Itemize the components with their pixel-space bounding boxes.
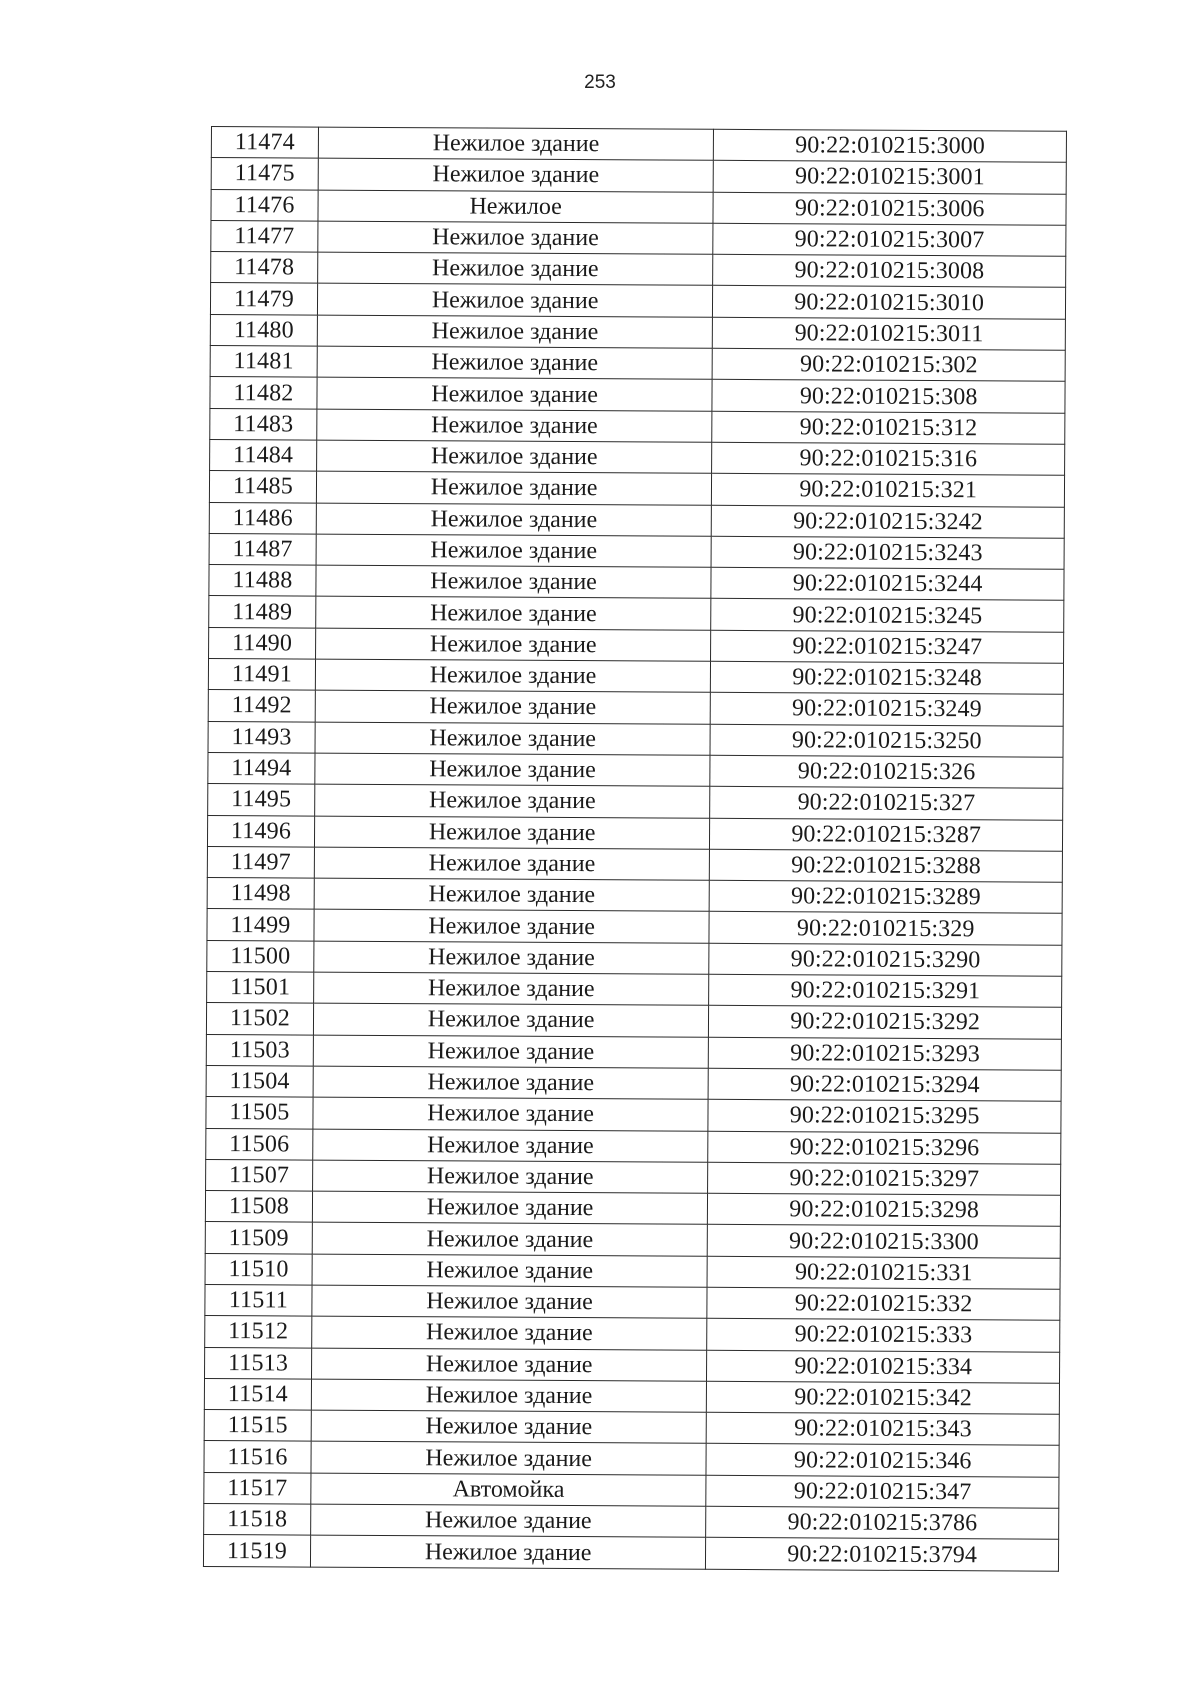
cadastral-number-cell: 90:22:010215:3248 (711, 661, 1064, 694)
table-row (207, 940, 1062, 976)
table-row (209, 471, 1064, 507)
object-name-cell: Нежилое здание (318, 127, 714, 161)
cadastral-number-cell: 90:22:010215:3794 (706, 1538, 1059, 1571)
table-row (205, 1253, 1060, 1289)
row-number-cell: 11490 (209, 627, 316, 659)
object-name-cell: Нежилое здание (317, 315, 713, 349)
row-number-cell: 11518 (204, 1504, 311, 1536)
table-row (211, 189, 1066, 225)
table-row (205, 1284, 1060, 1320)
table-body (203, 127, 1066, 1571)
cadastral-number-cell: 90:22:010215:3294 (708, 1068, 1061, 1101)
table-row (206, 1003, 1061, 1039)
table-row (207, 815, 1062, 851)
table-row (210, 314, 1065, 350)
object-name-cell: Нежилое здание (313, 1003, 709, 1037)
row-number-cell: 11505 (206, 1097, 313, 1129)
cadastral-number-cell: 90:22:010215:329 (709, 912, 1062, 945)
table-row (210, 377, 1065, 413)
cadastral-number-cell: 90:22:010215:3000 (714, 129, 1067, 162)
object-name-cell: Нежилое здание (311, 1348, 707, 1382)
object-name-cell: Нежилое здание (313, 972, 709, 1006)
object-name-cell: Нежилое здание (314, 878, 710, 912)
object-name-cell: Нежилое здание (316, 440, 712, 474)
table-row (210, 346, 1065, 382)
table-row (208, 690, 1063, 726)
object-name-cell: Нежилое здание (312, 1254, 708, 1288)
table-row (208, 784, 1063, 820)
cadastral-number-cell: 90:22:010215:3249 (711, 693, 1064, 726)
row-number-cell: 11515 (204, 1410, 311, 1442)
row-number-cell: 11483 (210, 408, 317, 440)
table-row (206, 1128, 1061, 1164)
cadastral-number-cell: 90:22:010215:3001 (713, 161, 1066, 194)
table-row (203, 1535, 1058, 1571)
row-number-cell: 11492 (208, 690, 315, 722)
cadastral-number-cell: 90:22:010215:3297 (708, 1162, 1061, 1195)
cadastral-number-cell: 90:22:010215:3250 (710, 724, 1063, 757)
page-number: 253 (584, 72, 616, 93)
row-number-cell: 11516 (204, 1441, 311, 1473)
table-row (206, 1065, 1061, 1101)
cadastral-number-cell: 90:22:010215:3289 (709, 880, 1062, 913)
row-number-cell: 11500 (207, 940, 314, 972)
object-name-cell: Нежилое здание (315, 628, 711, 662)
row-number-cell: 11476 (211, 189, 318, 221)
table-row (210, 408, 1065, 444)
table-row (211, 127, 1066, 163)
object-name-cell: Нежилое здание (315, 784, 711, 818)
table-row (204, 1472, 1059, 1508)
row-number-cell: 11509 (205, 1222, 312, 1254)
row-number-cell: 11514 (204, 1378, 311, 1410)
cadastral-number-cell: 90:22:010215:3243 (711, 536, 1064, 569)
cadastral-number-cell: 90:22:010215:3292 (709, 1006, 1062, 1039)
object-name-cell: Нежилое здание (311, 1504, 707, 1538)
cadastral-number-cell: 90:22:010215:343 (707, 1412, 1060, 1445)
row-number-cell: 11504 (206, 1065, 313, 1097)
object-name-cell: Нежилое здание (316, 534, 712, 568)
cadastral-number-cell: 90:22:010215:332 (707, 1287, 1060, 1320)
table-row (211, 220, 1066, 256)
cadastral-number-cell: 90:22:010215:347 (706, 1475, 1059, 1508)
object-name-cell: Нежилое здание (317, 409, 713, 443)
object-name-cell: Нежилое здание (317, 284, 713, 318)
row-number-cell: 11486 (209, 502, 316, 534)
object-name-cell: Нежилое здание (314, 910, 710, 944)
row-number-cell: 11489 (209, 596, 316, 628)
table-row (210, 439, 1065, 475)
row-number-cell: 11484 (210, 439, 317, 471)
object-name-cell: Нежилое здание (314, 941, 710, 975)
cadastral-number-cell: 90:22:010215:3786 (706, 1506, 1059, 1539)
row-number-cell: 11495 (208, 784, 315, 816)
object-name-cell: Нежилое здание (316, 471, 712, 505)
object-name-cell: Нежилое здание (312, 1316, 708, 1350)
row-number-cell: 11475 (211, 158, 318, 190)
row-number-cell: 11506 (206, 1128, 313, 1160)
cadastral-number-cell: 90:22:010215:3010 (713, 286, 1066, 319)
row-number-cell: 11501 (207, 972, 314, 1004)
table-row (205, 1191, 1060, 1227)
object-name-cell: Нежилое здание (312, 1160, 708, 1194)
object-name-cell: Нежилое здание (314, 847, 710, 881)
cadastral-number-cell: 90:22:010215:3247 (711, 630, 1064, 663)
cadastral-number-cell: 90:22:010215:334 (707, 1350, 1060, 1383)
table-row (208, 659, 1063, 695)
object-name-cell: Нежилое здание (313, 1129, 709, 1163)
object-name-cell: Нежилое здание (312, 1222, 708, 1256)
row-number-cell: 11502 (206, 1003, 313, 1035)
table-row (209, 502, 1064, 538)
table-row (210, 283, 1065, 319)
object-name-cell: Нежилое здание (317, 377, 713, 411)
row-number-cell: 11510 (205, 1253, 312, 1285)
row-number-cell: 11477 (211, 220, 318, 252)
row-number-cell: 11513 (205, 1347, 312, 1379)
object-name-cell: Нежилое здание (315, 690, 711, 724)
row-number-cell: 11498 (207, 878, 314, 910)
row-number-cell: 11496 (207, 815, 314, 847)
table-row (211, 252, 1066, 288)
cadastral-number-cell: 90:22:010215:326 (710, 755, 1063, 788)
object-name-cell: Нежилое (318, 190, 714, 224)
cadastral-number-cell: 90:22:010215:3008 (713, 254, 1066, 287)
object-name-cell: Нежилое здание (318, 252, 714, 286)
object-name-cell: Нежилое здание (311, 1410, 707, 1444)
row-number-cell: 11511 (205, 1284, 312, 1316)
table-row (208, 721, 1063, 757)
cadastral-number-cell: 90:22:010215:3242 (712, 505, 1065, 538)
table-row (207, 909, 1062, 945)
object-name-cell: Нежилое здание (314, 816, 710, 850)
row-number-cell: 11512 (205, 1316, 312, 1348)
cadastral-number-cell: 90:22:010215:3293 (709, 1037, 1062, 1070)
cadastral-number-cell: 90:22:010215:3006 (713, 192, 1066, 225)
object-name-cell: Нежилое здание (311, 1442, 707, 1476)
cadastral-number-cell: 90:22:010215:312 (712, 411, 1065, 444)
cadastral-number-cell: 90:22:010215:3298 (708, 1193, 1061, 1226)
object-name-cell: Нежилое здание (316, 597, 712, 631)
table-row (209, 533, 1064, 569)
cadastral-number-cell: 90:22:010215:3295 (708, 1099, 1061, 1132)
table-row (205, 1316, 1060, 1352)
row-number-cell: 11494 (208, 752, 315, 784)
object-name-cell: Нежилое здание (318, 158, 714, 192)
table-row (205, 1222, 1060, 1258)
table-row (205, 1347, 1060, 1383)
row-number-cell: 11482 (210, 377, 317, 409)
row-number-cell: 11487 (209, 533, 316, 565)
object-name-cell: Нежилое здание (316, 503, 712, 537)
cadastral-number-cell: 90:22:010215:342 (707, 1381, 1060, 1414)
cadastral-number-cell: 90:22:010215:346 (706, 1444, 1059, 1477)
cadastral-number-cell: 90:22:010215:3296 (708, 1131, 1061, 1164)
object-name-cell: Нежилое здание (312, 1191, 708, 1225)
cadastral-number-cell: 90:22:010215:321 (712, 474, 1065, 507)
object-name-cell: Нежилое здание (318, 221, 714, 255)
cadastral-number-cell: 90:22:010215:308 (712, 380, 1065, 413)
table-row (206, 1159, 1061, 1195)
cadastral-number-cell: 90:22:010215:3011 (713, 317, 1066, 350)
row-number-cell: 11517 (204, 1472, 311, 1504)
table-row (209, 627, 1064, 663)
object-name-cell: Автомойка (311, 1473, 707, 1507)
cadastral-number-cell: 90:22:010215:327 (710, 787, 1063, 820)
row-number-cell: 11481 (210, 346, 317, 378)
row-number-cell: 11485 (209, 471, 316, 503)
table-row (209, 565, 1064, 601)
object-name-cell: Нежилое здание (312, 1285, 708, 1319)
table-row (204, 1410, 1059, 1446)
table-row (209, 596, 1064, 632)
cadastral-number-cell: 90:22:010215:331 (707, 1256, 1060, 1289)
row-number-cell: 11493 (208, 721, 315, 753)
row-number-cell: 11474 (211, 127, 318, 159)
cadastral-number-cell: 90:22:010215:3288 (710, 849, 1063, 882)
object-name-cell: Нежилое здание (315, 722, 711, 756)
row-number-cell: 11507 (206, 1159, 313, 1191)
table-row (206, 1097, 1061, 1133)
object-name-cell: Нежилое здание (311, 1379, 707, 1413)
row-number-cell: 11519 (203, 1535, 310, 1567)
table-row (207, 878, 1062, 914)
row-number-cell: 11503 (206, 1034, 313, 1066)
row-number-cell: 11491 (208, 659, 315, 691)
cadastral-number-cell: 90:22:010215:3244 (711, 567, 1064, 600)
table-row (204, 1441, 1059, 1477)
cadastral-number-cell: 90:22:010215:3245 (711, 599, 1064, 632)
table-row (204, 1504, 1059, 1540)
row-number-cell: 11499 (207, 909, 314, 941)
table-row (206, 1034, 1061, 1070)
object-name-cell: Нежилое здание (316, 565, 712, 599)
object-name-cell: Нежилое здание (313, 1066, 709, 1100)
row-number-cell: 11478 (211, 252, 318, 284)
cadastral-number-cell: 90:22:010215:3287 (710, 818, 1063, 851)
row-number-cell: 11479 (210, 283, 317, 315)
cadastral-number-cell: 90:22:010215:3290 (709, 943, 1062, 976)
object-name-cell: Нежилое здание (310, 1535, 706, 1569)
registry-table (203, 126, 1067, 1571)
table-row (207, 972, 1062, 1008)
row-number-cell: 11480 (210, 314, 317, 346)
cadastral-number-cell: 90:22:010215:333 (707, 1319, 1060, 1352)
table-row (207, 846, 1062, 882)
row-number-cell: 11497 (207, 846, 314, 878)
row-number-cell: 11508 (205, 1191, 312, 1223)
cadastral-number-cell: 90:22:010215:3291 (709, 974, 1062, 1007)
table-row (208, 752, 1063, 788)
cadastral-number-cell: 90:22:010215:316 (712, 442, 1065, 475)
object-name-cell: Нежилое здание (315, 753, 711, 787)
cadastral-number-cell: 90:22:010215:3007 (713, 223, 1066, 256)
object-name-cell: Нежилое здание (313, 1035, 709, 1069)
table-row (204, 1378, 1059, 1414)
row-number-cell: 11488 (209, 565, 316, 597)
cadastral-number-cell: 90:22:010215:302 (712, 348, 1065, 381)
table-row (211, 158, 1066, 194)
object-name-cell: Нежилое здание (313, 1097, 709, 1131)
cadastral-number-cell: 90:22:010215:3300 (708, 1225, 1061, 1258)
object-name-cell: Нежилое здание (315, 659, 711, 693)
object-name-cell: Нежилое здание (317, 346, 713, 380)
